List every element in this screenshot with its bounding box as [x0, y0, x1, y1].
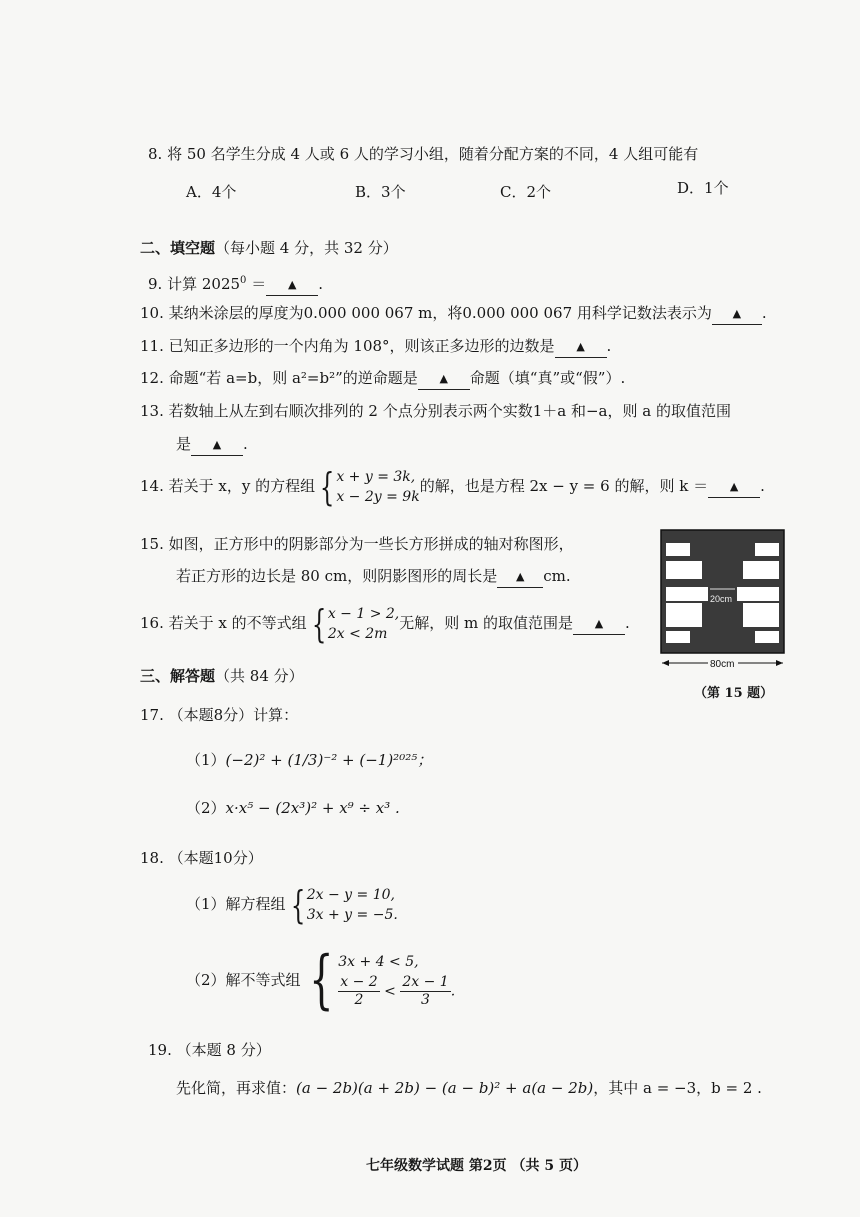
- figure-caption: （第 15 题）: [694, 686, 774, 701]
- triangle-icon: ▲: [516, 570, 525, 583]
- option-a: A．4个: [186, 183, 237, 201]
- white-rect: [666, 587, 708, 601]
- question-13: 13. 若数轴上从左到右顺次排列的 2 个点分别表示两个实数1＋a 和−a，则 a 的取值范围: [140, 402, 731, 420]
- answer-blank: [712, 303, 762, 325]
- triangle-icon: ▲: [439, 372, 449, 385]
- answer-blank: [191, 434, 243, 456]
- white-rect: [666, 603, 702, 627]
- left-brace: {: [290, 883, 305, 927]
- option-c: C．2个: [500, 183, 552, 201]
- section-title: 二、填空题: [140, 239, 216, 257]
- section-2-heading: [140, 238, 398, 258]
- left-brace: {: [319, 465, 335, 509]
- square-shaded-figure: [660, 529, 785, 674]
- section-note: （每小题 4 分，共 32 分）: [215, 239, 398, 257]
- question-15-line-2: 若正方形的边长是 80 cm，则阴影图形的周长是 ▲ cm.: [176, 566, 571, 588]
- inner-label: 20cm: [710, 594, 733, 604]
- triangle-icon: ▲: [212, 438, 222, 451]
- question-8: [148, 144, 698, 164]
- question-number: 8.: [148, 145, 163, 163]
- triangle-icon: ▲: [729, 480, 739, 493]
- white-rect: [755, 543, 779, 556]
- question-16: 16. 若关于 x 的不等式组 { x − 1 > 2, 2x < 2m 无解，则 m 的取值范围是 ▲ .: [140, 602, 630, 646]
- white-rect: [743, 603, 779, 627]
- question-14: 14. 若关于 x，y 的方程组 { x + y = 3k, x − 2y = 9k 的解，也是方程 2x − y = 6 的解，则 k ＝ ▲ .: [140, 465, 765, 509]
- question-10: 10. 某纳米涂层的厚度为0.000 000 067 m，将0.000 000 067 用科学记数法表示为 ▲ .: [140, 303, 767, 325]
- section-title: 三、解答题: [140, 667, 216, 685]
- section-3-heading: [140, 666, 304, 686]
- question-18-part-2: （2）解不等式组 { 3x + 4 < 5, $\frac{x - 2}{2}$ < $\frac{2x - 1}{3}$ .: [186, 943, 456, 1017]
- white-rect: [666, 631, 690, 643]
- answer-blank: [708, 476, 760, 498]
- question-12: 12. 命题“若 a=b，则 a²=b²”的逆命题是 ▲ 命题（填“真”或“假”）.: [140, 368, 625, 390]
- arrow-left-icon: [662, 660, 669, 666]
- answer-blank: [266, 274, 318, 296]
- question-13-line-2: 是 ▲ .: [176, 434, 248, 456]
- question-15: 15. 如图，正方形中的阴影部分为一些长方形拼成的轴对称图形，: [140, 535, 574, 553]
- question-19-body: 先化简，再求值：(a − 2b)(a + 2b) − (a − b)² + a(a − 2b)，其中 a = −3，b = 2 .: [176, 1079, 762, 1097]
- question-text: 将 50 名学生分成 4 人或 6 人的学习小组，随着分配方案的不同，4 人组可能有: [167, 145, 699, 163]
- white-rect: [666, 561, 702, 579]
- triangle-icon: ▲: [594, 617, 604, 630]
- answer-blank: [555, 336, 607, 358]
- triangle-icon: ▲: [287, 278, 297, 291]
- answer-blank: [418, 368, 470, 390]
- question-17: 17. （本题8分）计算：: [140, 706, 299, 724]
- question-18-part-1: （1）解方程组 { 2x − y = 10, 3x + y = −5.: [186, 883, 398, 927]
- question-17-part-2: （2）x·x⁵ − (2x³)² + x⁹ ÷ x³ .: [186, 799, 400, 817]
- fraction: $\frac{x - 2}{2}$: [340, 973, 378, 1008]
- option-d: D．1个: [677, 179, 729, 197]
- white-rect: [755, 631, 779, 643]
- arrow-right-icon: [776, 660, 783, 666]
- inequality-system: x − 1 > 2, 2x < 2m: [327, 606, 400, 642]
- equation-system: 2x − y = 10, 3x + y = −5.: [306, 887, 398, 923]
- equation-system: x + y = 3k, x − 2y = 9k: [336, 469, 420, 505]
- triangle-icon: ▲: [732, 307, 742, 320]
- inequality-system: 3x + 4 < 5, $\frac{x - 2}{2}$ < $\frac{2x - 1}{3}$ .: [338, 953, 456, 1008]
- question-9: 9. 计算 $2025^0$ ＝ ▲ .: [148, 271, 323, 296]
- question-18: 18. （本题10分）: [140, 849, 263, 867]
- white-rect: [737, 587, 779, 601]
- question-17-part-1: （1）(−2)² + (1/3)⁻² + (−1)²⁰²⁵；: [186, 751, 433, 769]
- question-11: 11. 已知正多边形的一个内角为 108°，则该正多边形的边数是 ▲ .: [140, 336, 611, 358]
- option-b: B．3个: [355, 183, 406, 201]
- section-note: （共 84 分）: [215, 667, 304, 685]
- left-brace: {: [311, 602, 326, 646]
- white-rect: [743, 561, 779, 579]
- white-rect: [666, 543, 690, 556]
- bottom-label: 80cm: [710, 659, 735, 670]
- answer-blank: [573, 613, 625, 635]
- left-brace: {: [308, 943, 334, 1017]
- answer-blank: [497, 566, 543, 588]
- question-19: 19. （本题 8 分）: [148, 1041, 271, 1059]
- triangle-icon: ▲: [576, 340, 585, 353]
- page-footer: 七年级数学试题 第2页 （共 5 页）: [366, 1158, 587, 1174]
- fraction: $\frac{2x - 1}{3}$: [402, 973, 449, 1008]
